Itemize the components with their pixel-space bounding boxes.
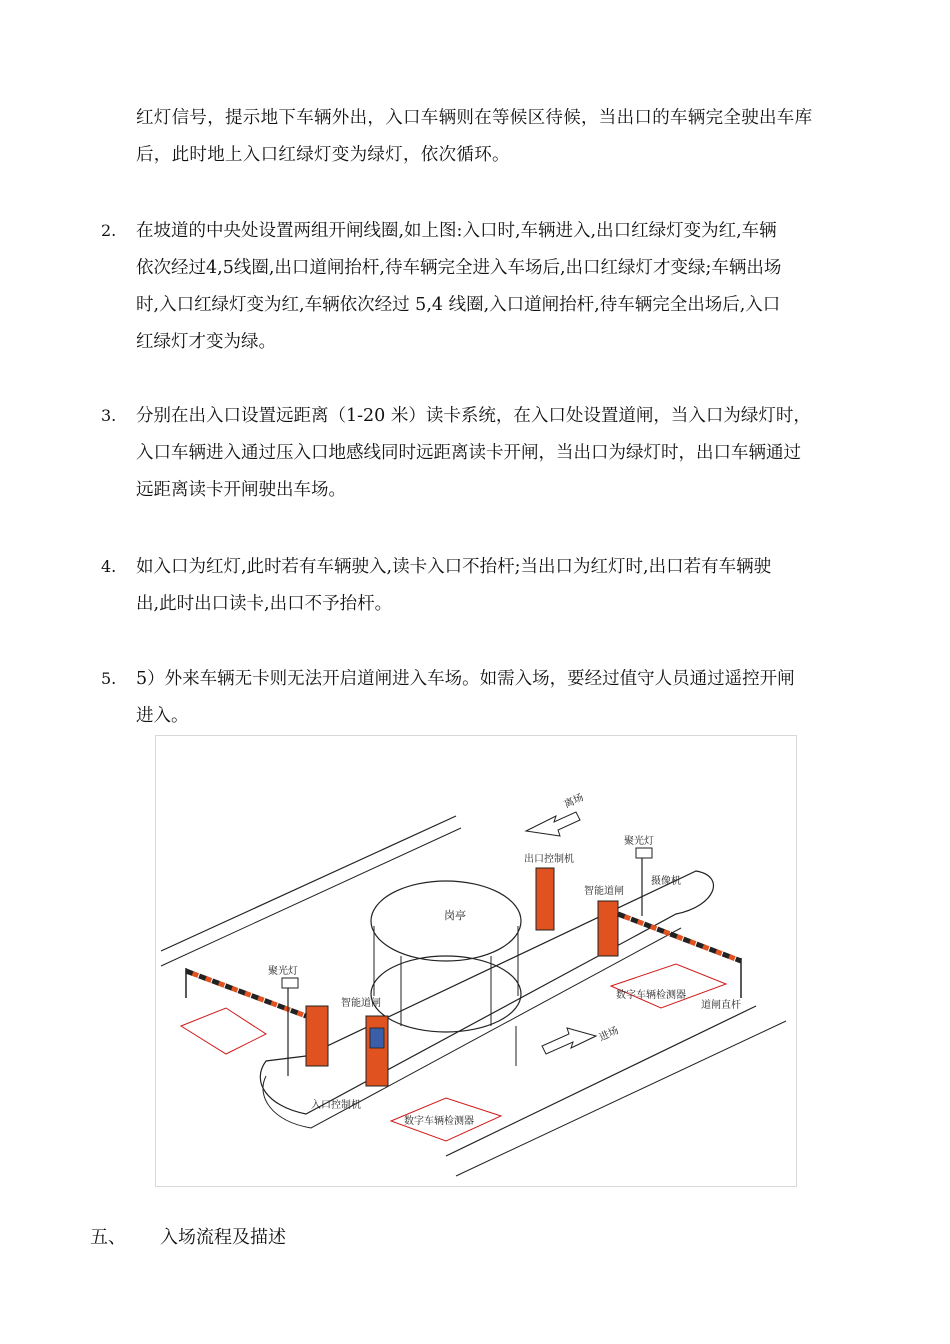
item-3-text bbox=[136, 404, 866, 515]
entry-arrow-icon bbox=[542, 1028, 596, 1054]
card-reader-icon bbox=[370, 1028, 384, 1048]
item-2-number: 2. bbox=[101, 221, 117, 240]
road-edge-right bbox=[446, 1006, 756, 1156]
item-3-line-2: 入口车辆进入通过压入口地感线同时远距离读卡开闸，当出口为绿灯时，出口车辆通过 bbox=[136, 443, 801, 463]
item-2-line-2: 依次经过4,5线圈,出口道闸抬杆,待车辆完全进入车场后,出口红绿灯才变绿;车辆出场 bbox=[136, 258, 782, 278]
road-edge-right-outer bbox=[456, 1021, 786, 1176]
smart-gate-left-label: 智能道闸 bbox=[341, 998, 381, 1009]
detector-bottom-label: 数字车辆检测器 bbox=[404, 1116, 474, 1127]
detector-loop-left bbox=[181, 1008, 266, 1054]
item-5-line-2: 进入。 bbox=[136, 706, 189, 726]
booth-label: 岗亭 bbox=[444, 909, 466, 922]
item-3-number: 3. bbox=[101, 406, 117, 425]
entry-gate-cabinet bbox=[306, 1006, 328, 1066]
item-3-line-3: 远距离读卡开闸驶出车场。 bbox=[136, 480, 346, 500]
entry-controller-label: 入口控制机 bbox=[311, 1100, 361, 1111]
exit-arrow-icon bbox=[526, 812, 580, 836]
item-2-text bbox=[136, 219, 866, 367]
detector-top-label: 数字车辆检测器 bbox=[616, 990, 686, 1001]
item-5-line-1: 5）外来车辆无卡则无法开启道闸进入车场。如需入场，要经过值守人员通过遥控开闸 bbox=[136, 669, 795, 689]
intro-line-2: 后，此时地上入口红绿灯变为绿灯，依次循环。 bbox=[136, 145, 510, 165]
parking-system-diagram bbox=[155, 735, 797, 1187]
spotlight-top-label: 聚光灯 bbox=[624, 836, 654, 847]
straight-bar-label: 道闸直杆 bbox=[701, 1000, 741, 1011]
exit-controller-label: 出口控制机 bbox=[524, 854, 574, 865]
entry-direction-label: 进场 bbox=[597, 1025, 621, 1044]
item-2-line-4: 红绿灯才变为绿。 bbox=[136, 332, 276, 352]
item-2-line-1: 在坡道的中央处设置两组开闸线圈,如上图:入口时,车辆进入,出口红绿灯变为红,车辆 bbox=[136, 221, 777, 241]
section-number: 五、 bbox=[90, 1227, 126, 1248]
diagram-svg bbox=[156, 736, 796, 1186]
item-4-number: 4. bbox=[101, 557, 117, 576]
intro-line-1: 红灯信号，提示地下车辆外出，入口车辆则在等候区待候，当出口的车辆完全驶出车库 bbox=[136, 108, 813, 128]
item-4-line-2: 出,此时出口读卡,出口不予抬杆。 bbox=[136, 594, 393, 614]
item-5-text bbox=[136, 667, 866, 741]
left-spotlight-icon bbox=[282, 978, 298, 988]
item-5-number: 5. bbox=[101, 669, 117, 688]
exit-gate-cabinet bbox=[598, 901, 618, 956]
section-title: 入场流程及描述 bbox=[160, 1227, 286, 1248]
spotlight-icon bbox=[636, 848, 652, 858]
item-4-text bbox=[136, 555, 866, 629]
exit-controller-box bbox=[536, 868, 554, 930]
item-4-line-1: 如入口为红灯,此时若有车辆驶入,读卡入口不抬杆;当出口为红灯时,出口若有车辆驶 bbox=[136, 557, 772, 577]
item-2-line-3: 时,入口红绿灯变为红,车辆依次经过 5,4 线圈,入口道闸抬杆,待车辆完全出场后,入口 bbox=[136, 295, 781, 315]
entry-controller-box bbox=[366, 1016, 388, 1086]
smart-gate-top-label: 智能道闸 bbox=[584, 886, 624, 897]
spotlight-left-label: 聚光灯 bbox=[268, 966, 298, 977]
camera-label: 摄像机 bbox=[651, 876, 681, 887]
exit-direction-label: 离场 bbox=[562, 792, 586, 811]
item-3-line-1: 分别在出入口设置远距离（1-20 米）读卡系统，在入口处设置道闸，当入口为绿灯时， bbox=[136, 406, 811, 426]
